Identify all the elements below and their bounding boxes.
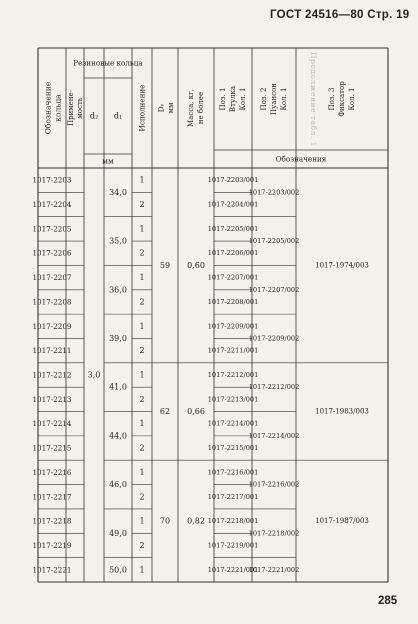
row-execution: 1: [139, 467, 145, 477]
row-pos1: 1017-2213/001: [207, 395, 259, 404]
row-execution: 2: [139, 200, 145, 210]
header-dv-unit: мм: [167, 102, 175, 114]
header-rubber-rings: Резиновые кольца: [73, 58, 143, 68]
row-d1: 46,0: [109, 480, 127, 490]
row-execution: 1: [139, 516, 145, 526]
header-mm: мм: [102, 156, 114, 166]
row-d1: 39,0: [109, 333, 127, 343]
row-pos1: 1017-2216/001: [207, 468, 259, 477]
row-code: 1017-2204: [32, 200, 72, 210]
header-pos2-name: Пуансон: [270, 83, 278, 115]
row-dv: 59: [159, 260, 171, 270]
row-pos1: 1017-2221/001: [207, 565, 259, 574]
row-pos3: 1017-1974/003: [315, 261, 369, 270]
header-pos3-name: Фиксатор: [338, 81, 346, 117]
header-mass: Масса, кг,: [187, 88, 195, 128]
row-execution: 1: [139, 370, 145, 380]
header-pos1: Поз. 1: [219, 87, 227, 111]
row-d1: 35,0: [109, 236, 127, 246]
row-d2: 3,0: [87, 370, 101, 380]
row-execution: 2: [139, 394, 145, 404]
row-dv: 70: [159, 516, 171, 526]
row-execution: 1: [139, 419, 145, 429]
row-pos3: 1017-1983/003: [315, 407, 369, 416]
row-pos1: 1017-2208/001: [207, 297, 259, 306]
header-d2: d₂: [89, 111, 99, 121]
row-pos1: 1017-2214/001: [207, 419, 259, 428]
row-code: 1017-2207: [32, 273, 72, 283]
row-pos1: 1017-2212/001: [207, 371, 259, 379]
row-d1: 50,0: [109, 565, 127, 575]
row-code: 1017-2206: [32, 248, 72, 258]
row-execution: 1: [139, 321, 145, 331]
bleed-through-text: Продолжение табл. 1: [309, 52, 318, 147]
row-pos1: 1017-2209/001: [207, 322, 259, 331]
row-mass: 0,66: [187, 407, 205, 417]
row-pos2: 1017-2209/002: [248, 334, 300, 343]
header-applicability: Примене-: [67, 89, 75, 127]
row-pos2: 1017-2218/002: [248, 529, 300, 538]
row-code: 1017-2203: [32, 175, 72, 185]
row-execution: 2: [139, 492, 145, 502]
header-dv: Dᵥ: [156, 103, 166, 113]
header-pos1-qty: Кол. 1: [239, 87, 247, 111]
header-pos3: Поз. 3: [328, 87, 336, 111]
row-pos1: 1017-2215/001: [207, 444, 259, 453]
row-pos2: 1017-2212/002: [248, 383, 300, 392]
header-designation: Обозначение: [43, 81, 53, 135]
page-number: 285: [378, 595, 398, 607]
row-execution: 2: [139, 297, 145, 307]
row-pos1: 1017-2206/001: [207, 249, 259, 258]
header-mass-2: не более: [197, 91, 205, 125]
row-mass: 0,82: [187, 516, 205, 526]
row-execution: 2: [139, 540, 145, 550]
row-pos2: 1017-2216/002: [248, 480, 300, 489]
row-d1: 44,0: [109, 431, 127, 441]
row-execution: 1: [139, 273, 145, 283]
row-d1: 36,0: [109, 285, 127, 295]
header-applicability-2: мость: [76, 97, 84, 119]
row-code: 1017-2216: [32, 467, 72, 477]
row-pos1: 1017-2211/001: [207, 346, 259, 355]
row-pos1: 1017-2204/001: [207, 200, 259, 209]
row-pos1: 1017-2219/001: [207, 541, 259, 550]
row-pos1: 1017-2203/001: [207, 176, 259, 185]
row-code: 1017-2215: [32, 443, 72, 453]
row-pos1: 1017-2205/001: [207, 224, 259, 233]
row-d1: 49,0: [109, 528, 127, 538]
row-pos1: 1017-2218/001: [207, 517, 259, 526]
row-pos1: 1017-2217/001: [207, 492, 259, 501]
table-grid: [38, 48, 388, 582]
row-code: 1017-2208: [32, 297, 72, 307]
header-execution: Исполнение: [137, 84, 147, 132]
row-pos2: 1017-2207/002: [248, 285, 300, 294]
header-pos2: Поз. 2: [260, 87, 268, 111]
row-code: 1017-2219: [32, 540, 72, 550]
row-execution: 2: [139, 346, 145, 356]
header-designation-2: кольца: [53, 94, 63, 122]
header-pos1-name: Втулка: [229, 85, 237, 113]
row-execution: 1: [139, 224, 145, 234]
header-designations: Обозначения: [275, 154, 327, 164]
row-mass: 0,60: [187, 260, 205, 270]
row-code: 1017-2214: [32, 419, 72, 429]
row-code: 1017-2205: [32, 224, 72, 234]
row-pos2: 1017-2203/002: [248, 188, 300, 197]
row-pos2: 1017-2221/002: [248, 565, 300, 574]
row-dv: 62: [159, 407, 171, 417]
row-execution: 1: [139, 565, 145, 575]
row-execution: 1: [139, 175, 145, 185]
row-execution: 2: [139, 443, 145, 453]
row-code: 1017-2211: [32, 346, 72, 356]
row-code: 1017-2221: [32, 565, 72, 575]
row-execution: 2: [139, 248, 145, 258]
row-code: 1017-2217: [32, 492, 72, 502]
page-header: ГОСТ 24516—80 Стр. 19: [270, 9, 410, 21]
row-code: 1017-2212: [32, 370, 72, 380]
row-pos3: 1017-1987/003: [315, 517, 369, 526]
row-pos1: 1017-2207/001: [207, 273, 259, 282]
header-pos3-qty: Кол. 1: [348, 87, 356, 111]
table-text: [32, 59, 368, 575]
row-pos2: 1017-2205/002: [248, 237, 300, 246]
row-pos2: 1017-2214/002: [248, 431, 300, 440]
row-code: 1017-2209: [32, 321, 72, 331]
header-pos2-qty: Кол. 1: [280, 87, 288, 111]
header-d1: d₁: [113, 111, 123, 121]
row-d1: 41,0: [109, 382, 127, 392]
row-code: 1017-2213: [32, 394, 72, 404]
row-code: 1017-2218: [32, 516, 72, 526]
row-d1: 34,0: [109, 187, 127, 197]
